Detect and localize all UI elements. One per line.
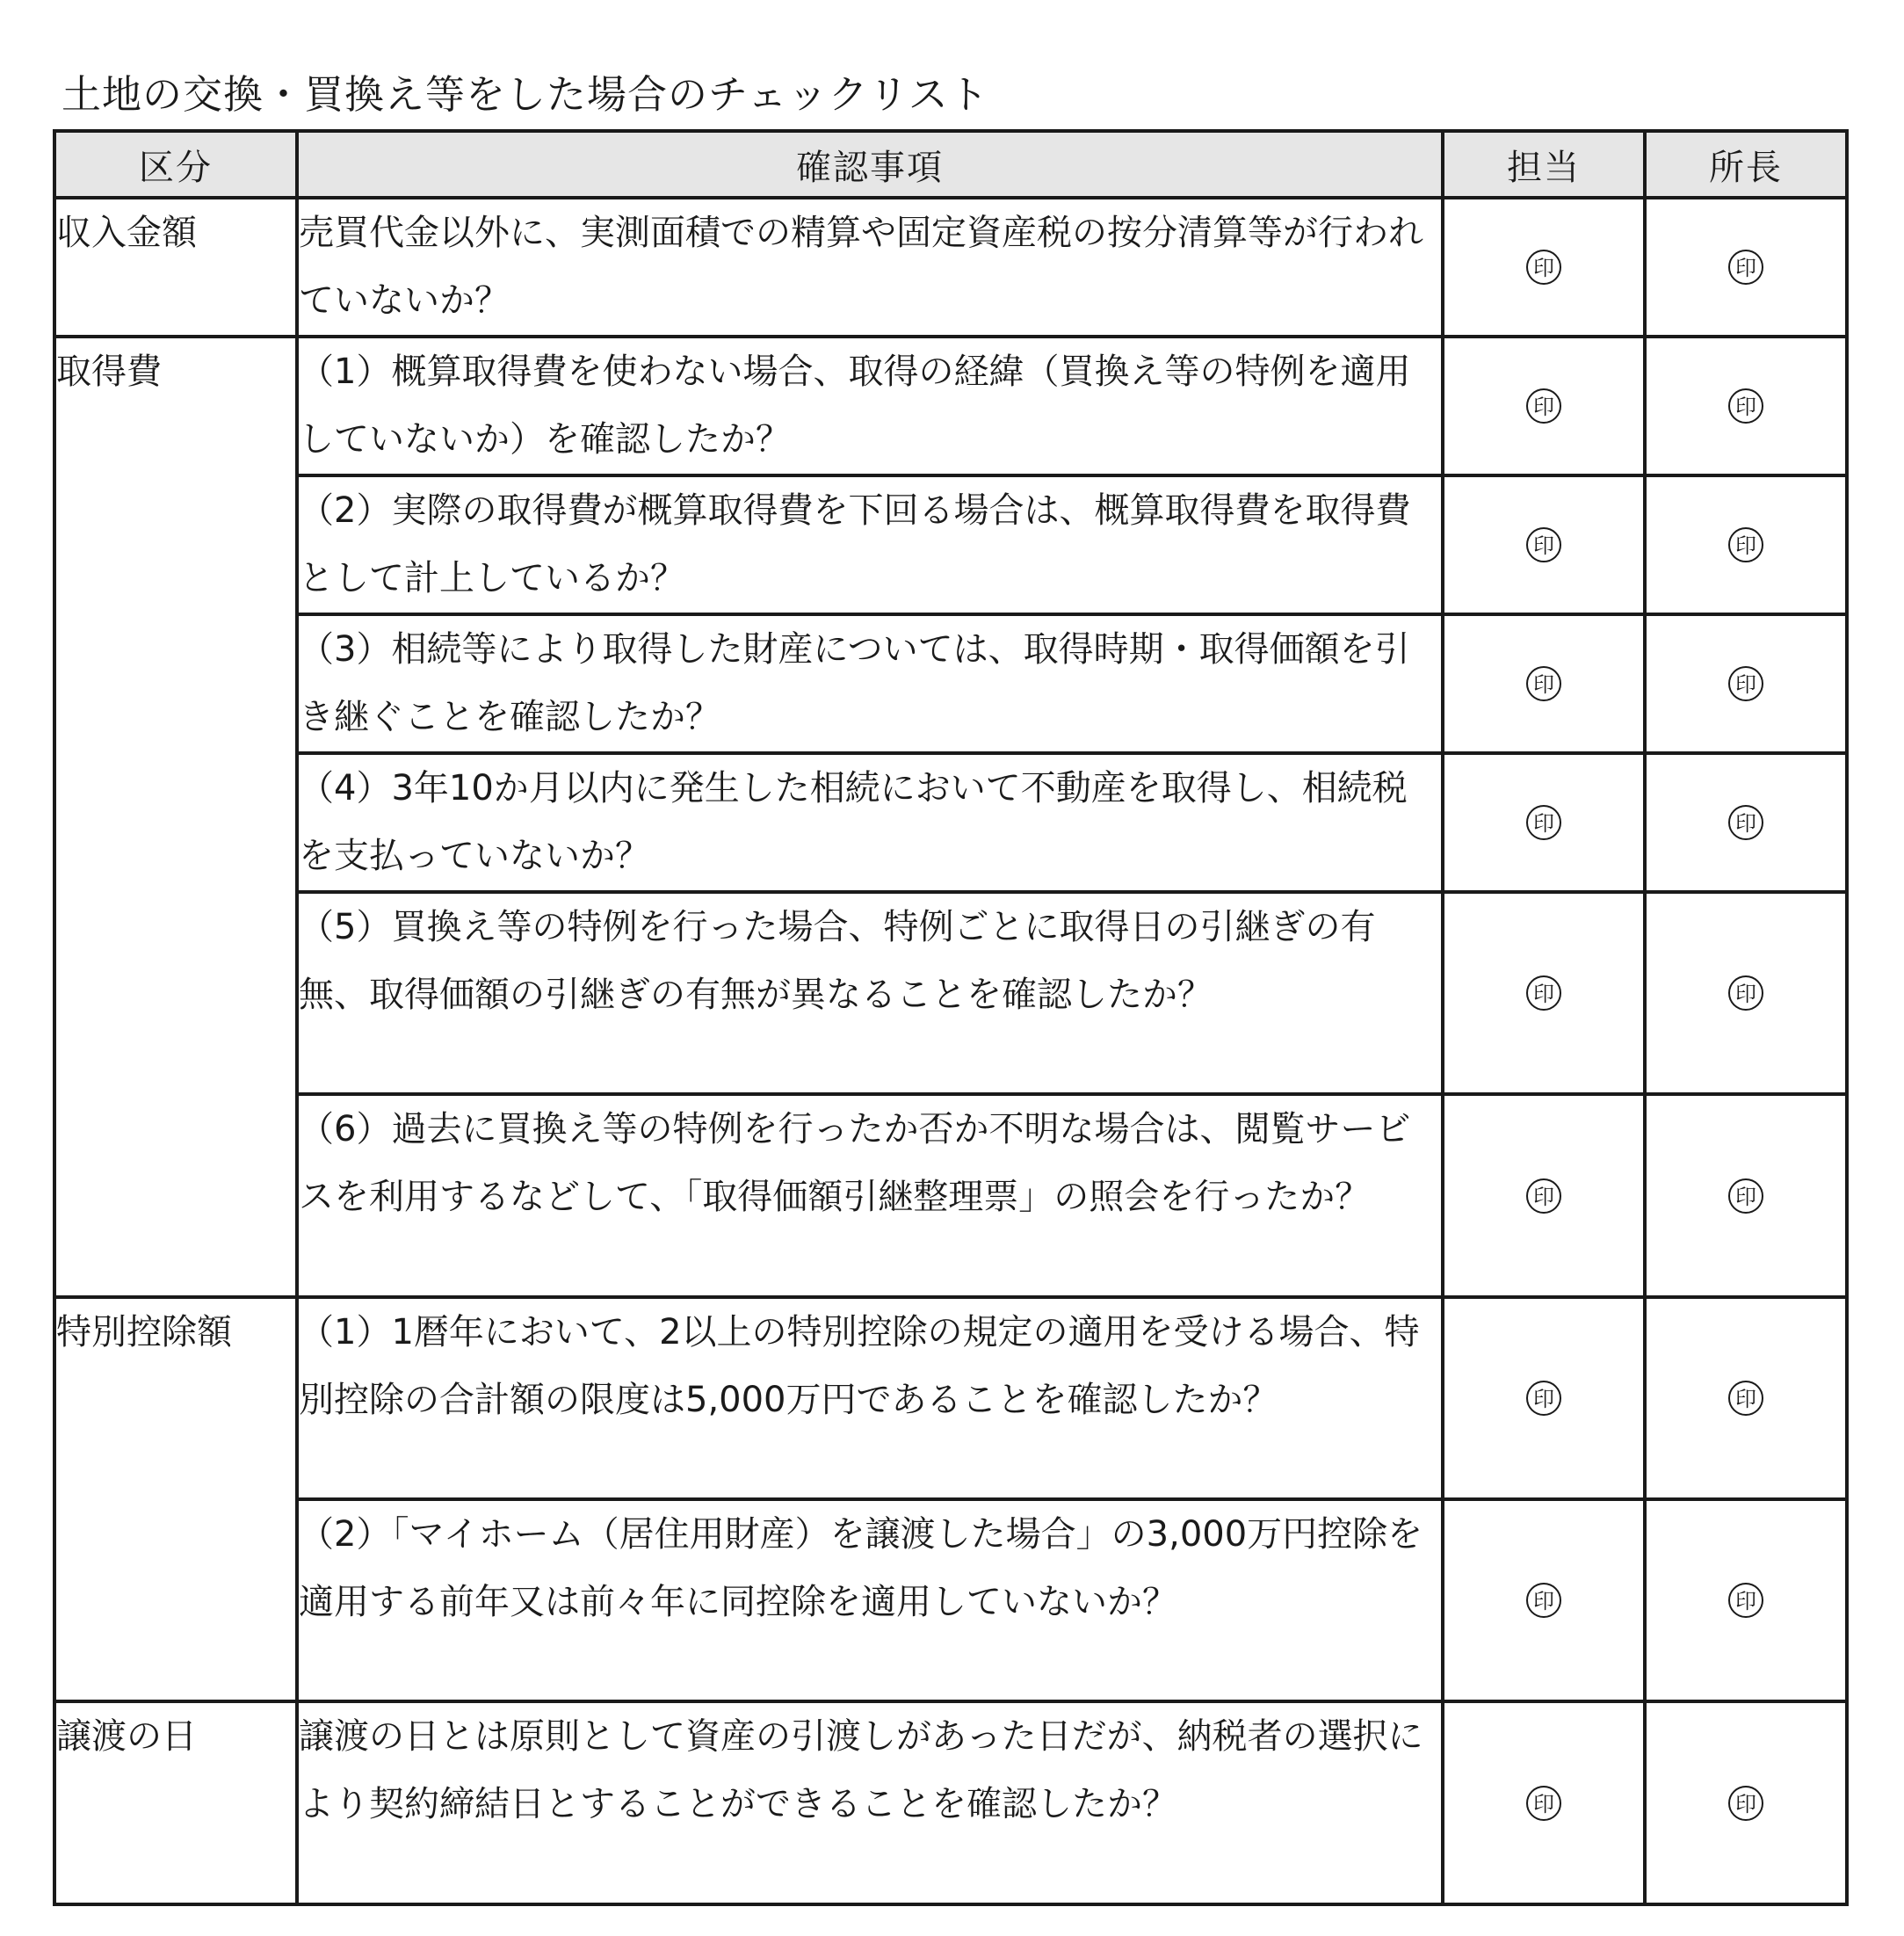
check-item: （4）3年10か月以内に発生した相続において不動産を取得し、相続税を支払っていないか？ bbox=[297, 753, 1443, 892]
header-check-item: 確認事項 bbox=[297, 131, 1443, 198]
director-stamp-cell[interactable] bbox=[1645, 614, 1847, 753]
person-in-charge-stamp-cell[interactable] bbox=[1443, 1499, 1645, 1701]
seal-icon: 印 bbox=[1728, 666, 1763, 701]
director-stamp-cell[interactable] bbox=[1645, 337, 1847, 475]
seal-icon: 印 bbox=[1526, 250, 1561, 285]
table-row bbox=[54, 1701, 1847, 1904]
seal-icon: 印 bbox=[1728, 1583, 1763, 1618]
person-in-charge-stamp-cell[interactable] bbox=[1443, 337, 1645, 475]
seal-icon: 印 bbox=[1526, 1786, 1561, 1821]
seal-icon: 印 bbox=[1526, 805, 1561, 840]
seal-icon: 印 bbox=[1526, 527, 1561, 562]
seal-icon: 印 bbox=[1526, 975, 1561, 1011]
check-item: （5）買換え等の特例を行った場合、特例ごとに取得日の引継ぎの有無、取得価額の引継ぎの有無が異なることを確認したか？ bbox=[297, 892, 1443, 1094]
header-director: 所長 bbox=[1645, 131, 1847, 198]
page-title: 土地の交換・買換え等をした場合のチェックリスト bbox=[62, 71, 989, 118]
header-category: 区分 bbox=[54, 131, 297, 198]
seal-icon: 印 bbox=[1526, 666, 1561, 701]
table-row bbox=[54, 1094, 1847, 1297]
director-stamp-cell[interactable] bbox=[1645, 892, 1847, 1094]
seal-icon: 印 bbox=[1728, 1786, 1763, 1821]
check-item: （1）概算取得費を使わない場合、取得の経緯（買換え等の特例を適用していないか）を確認したか？ bbox=[297, 337, 1443, 475]
table-row bbox=[54, 1297, 1847, 1499]
category-cell: 特別控除額 bbox=[54, 1297, 297, 1701]
header-row bbox=[54, 131, 1847, 198]
person-in-charge-stamp-cell[interactable] bbox=[1443, 1701, 1645, 1904]
seal-icon: 印 bbox=[1728, 527, 1763, 562]
seal-icon: 印 bbox=[1728, 388, 1763, 424]
director-stamp-cell[interactable] bbox=[1645, 1499, 1847, 1701]
table-row bbox=[54, 198, 1847, 337]
director-stamp-cell[interactable] bbox=[1645, 753, 1847, 892]
table-row bbox=[54, 337, 1847, 475]
person-in-charge-stamp-cell[interactable] bbox=[1443, 1297, 1645, 1499]
person-in-charge-stamp-cell[interactable] bbox=[1443, 1094, 1645, 1297]
seal-icon: 印 bbox=[1728, 975, 1763, 1011]
check-item: （2）実際の取得費が概算取得費を下回る場合は、概算取得費を取得費として計上しているか？ bbox=[297, 475, 1443, 614]
director-stamp-cell[interactable] bbox=[1645, 198, 1847, 337]
person-in-charge-stamp-cell[interactable] bbox=[1443, 475, 1645, 614]
director-stamp-cell[interactable] bbox=[1645, 475, 1847, 614]
seal-icon: 印 bbox=[1526, 1381, 1561, 1416]
check-item: （2）「マイホーム（居住用財産）を譲渡した場合」の3,000万円控除を適用する前年又は前々年に同控除を適用していないか？ bbox=[297, 1499, 1443, 1701]
header-person-in-charge: 担当 bbox=[1443, 131, 1645, 198]
check-item: （6）過去に買換え等の特例を行ったか否か不明な場合は、閲覧サービスを利用するなどして、「取得価額引継整理票」の照会を行ったか？ bbox=[297, 1094, 1443, 1297]
table-row bbox=[54, 892, 1847, 1094]
person-in-charge-stamp-cell[interactable] bbox=[1443, 892, 1645, 1094]
category-cell: 取得費 bbox=[54, 337, 297, 1297]
director-stamp-cell[interactable] bbox=[1645, 1094, 1847, 1297]
seal-icon: 印 bbox=[1728, 1381, 1763, 1416]
check-item: 譲渡の日とは原則として資産の引渡しがあった日だが、納税者の選択により契約締結日とすることができることを確認したか？ bbox=[297, 1701, 1443, 1904]
table-row bbox=[54, 1499, 1847, 1701]
check-item: 売買代金以外に、実測面積での精算や固定資産税の按分清算等が行われていないか？ bbox=[297, 198, 1443, 337]
person-in-charge-stamp-cell[interactable] bbox=[1443, 614, 1645, 753]
seal-icon: 印 bbox=[1526, 388, 1561, 424]
person-in-charge-stamp-cell[interactable] bbox=[1443, 198, 1645, 337]
seal-icon: 印 bbox=[1728, 1178, 1763, 1214]
seal-icon: 印 bbox=[1728, 250, 1763, 285]
check-item: （1）1暦年において、2以上の特別控除の規定の適用を受ける場合、特別控除の合計額の限度は5,000万円であることを確認したか？ bbox=[297, 1297, 1443, 1499]
check-item: （3）相続等により取得した財産については、取得時期・取得価額を引き継ぐことを確認したか？ bbox=[297, 614, 1443, 753]
seal-icon: 印 bbox=[1728, 805, 1763, 840]
table-row bbox=[54, 753, 1847, 892]
table-row bbox=[54, 614, 1847, 753]
director-stamp-cell[interactable] bbox=[1645, 1701, 1847, 1904]
category-cell: 収入金額 bbox=[54, 198, 297, 337]
director-stamp-cell[interactable] bbox=[1645, 1297, 1847, 1499]
person-in-charge-stamp-cell[interactable] bbox=[1443, 753, 1645, 892]
category-cell: 譲渡の日 bbox=[54, 1701, 297, 1904]
seal-icon: 印 bbox=[1526, 1178, 1561, 1214]
seal-icon: 印 bbox=[1526, 1583, 1561, 1618]
table-row bbox=[54, 475, 1847, 614]
checklist-table bbox=[53, 129, 1849, 1906]
